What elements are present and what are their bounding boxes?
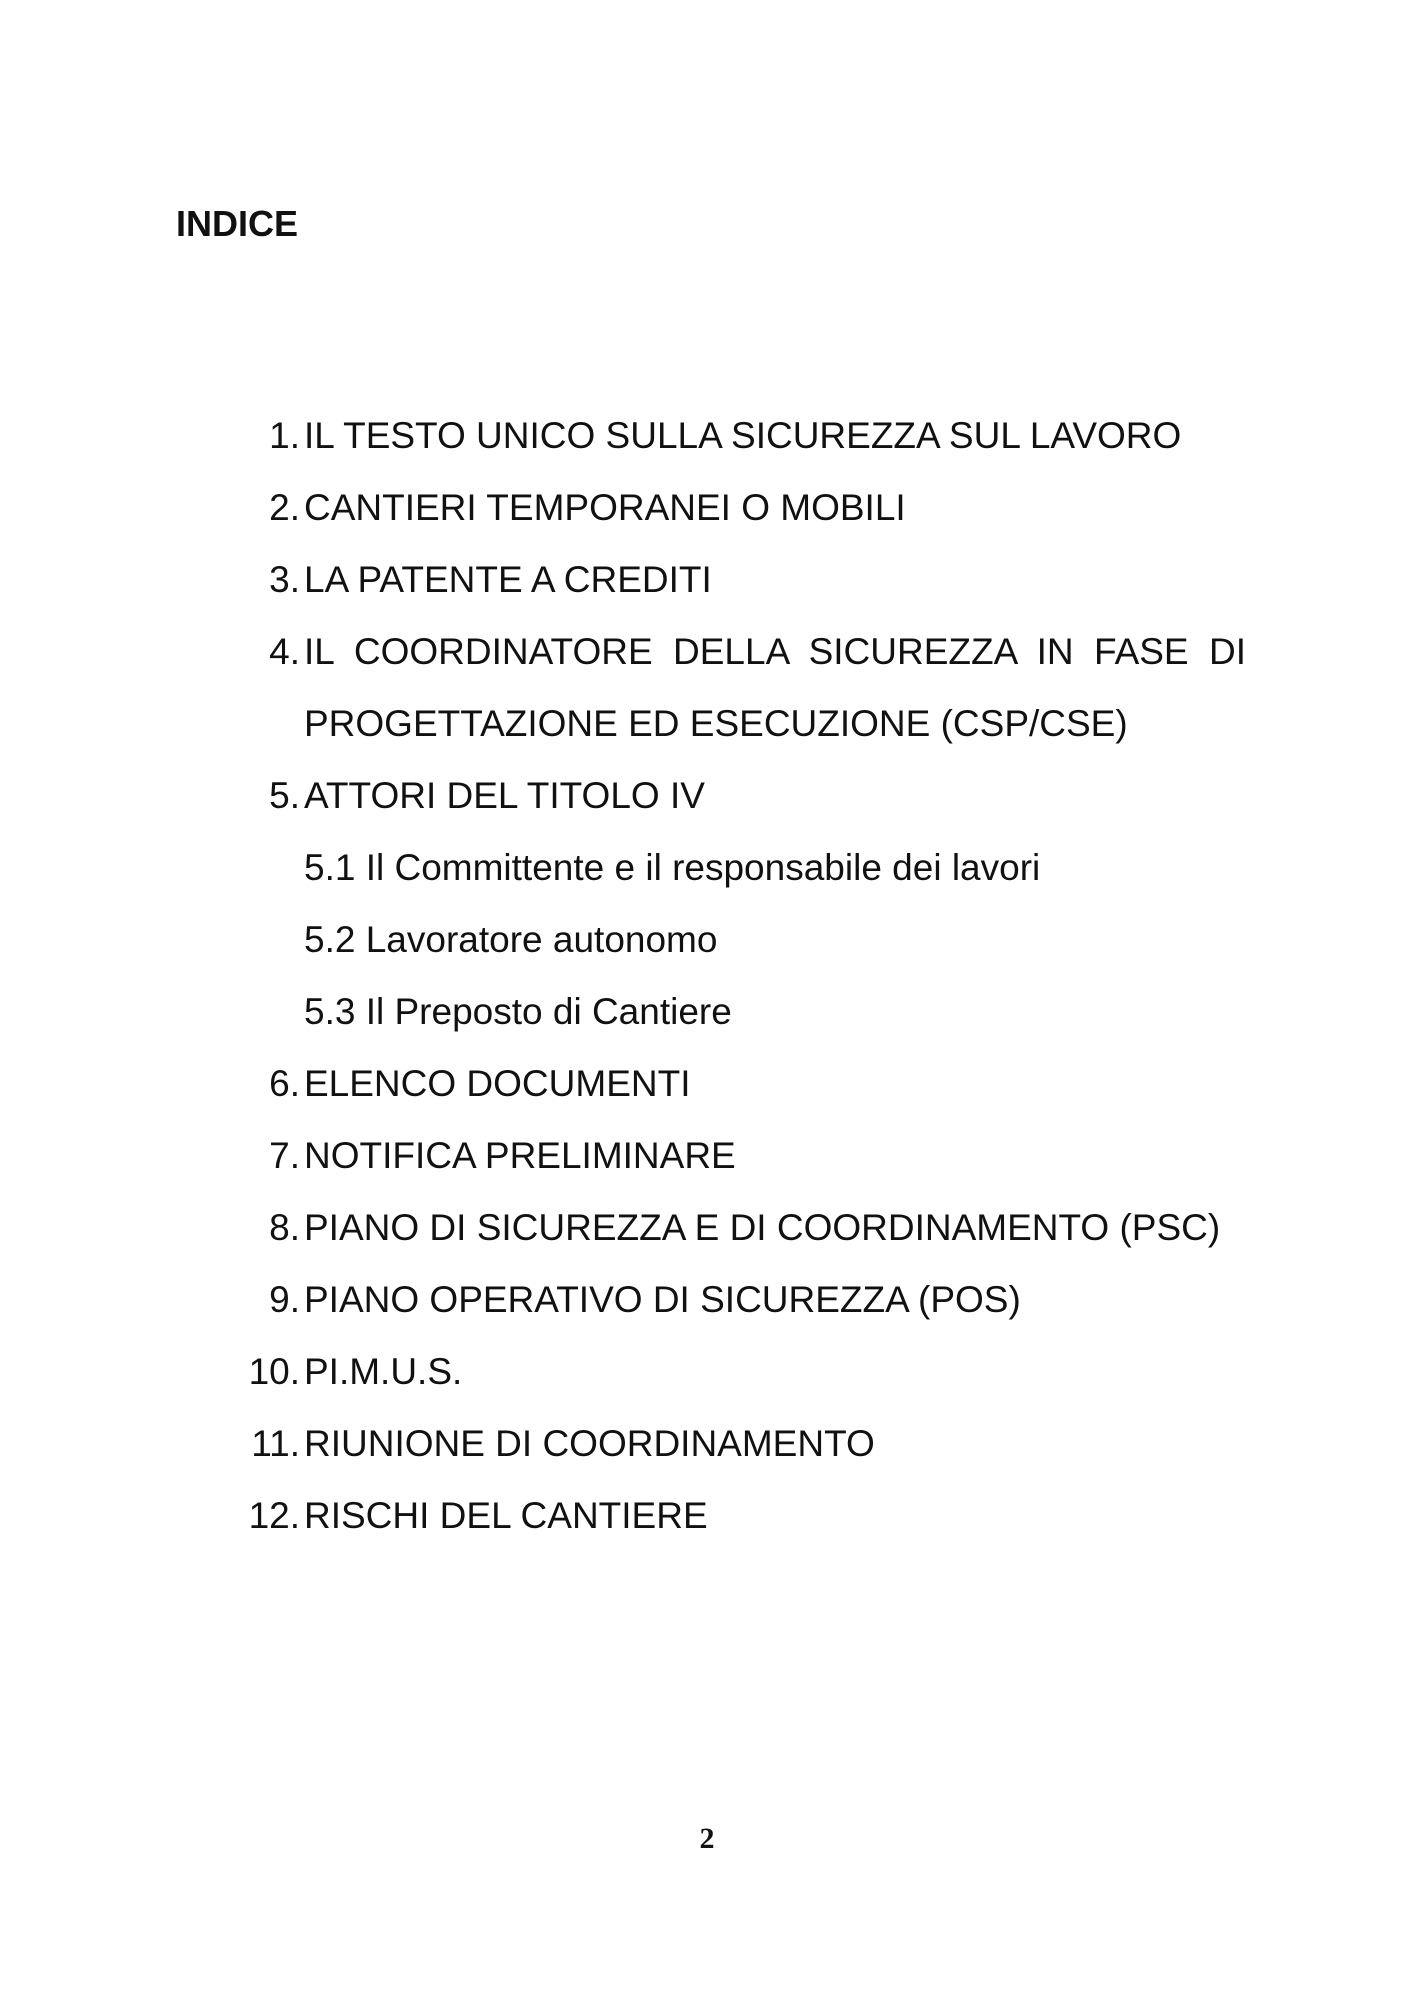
toc-entry-6[interactable]: [206, 1048, 1246, 1120]
toc-subentry-text: 5.3 Il Preposto di Cantiere: [304, 991, 732, 1032]
toc-entry-2[interactable]: [206, 472, 1246, 544]
toc-entry-10[interactable]: [206, 1336, 1246, 1408]
toc-subentry-text: 5.2 Lavoratore autonomo: [304, 919, 718, 960]
toc-entry-number: 3.: [269, 559, 300, 600]
toc-entry-number: 12.: [248, 1495, 300, 1536]
toc-entry-number: 6.: [269, 1063, 300, 1104]
toc-entry-number: 2.: [269, 487, 300, 528]
toc-subentry-5-3[interactable]: [206, 976, 1246, 1048]
toc-entry-7[interactable]: [206, 1120, 1246, 1192]
toc-entry-text: PIANO OPERATIVO DI SICUREZZA (POS): [304, 1279, 1021, 1320]
toc-entry-1[interactable]: [206, 400, 1246, 472]
toc-entry-5[interactable]: [206, 760, 1246, 832]
toc-entry-3[interactable]: [206, 544, 1246, 616]
toc-subentry-5-2[interactable]: [206, 904, 1246, 976]
toc-entry-9[interactable]: [206, 1264, 1246, 1336]
table-of-contents: [206, 400, 1246, 1552]
toc-entry-text: PI.M.U.S.: [304, 1351, 463, 1392]
toc-entry-text: IL TESTO UNICO SULLA SICUREZZA SUL LAVORO: [304, 415, 1182, 456]
toc-entry-text: LA PATENTE A CREDITI: [304, 559, 712, 600]
toc-entry-number: 9.: [269, 1279, 300, 1320]
toc-entry-8[interactable]: [206, 1192, 1246, 1264]
toc-entry-text: RIUNIONE DI COORDINAMENTO: [304, 1423, 875, 1464]
toc-entry-11[interactable]: [206, 1408, 1246, 1480]
toc-entry-12[interactable]: [206, 1480, 1246, 1552]
toc-entry-text: RISCHI DEL CANTIERE: [304, 1495, 708, 1536]
toc-entry-number: 11.: [251, 1423, 300, 1464]
toc-entry-text: NOTIFICA PRELIMINARE: [304, 1135, 736, 1176]
toc-entry-text: CANTIERI TEMPORANEI O MOBILI: [304, 487, 906, 528]
page-number: 2: [699, 1822, 715, 1855]
toc-entry-number: 8.: [269, 1207, 300, 1248]
toc-entry-number: 10.: [248, 1351, 300, 1392]
toc-entry-4[interactable]: [206, 616, 1246, 760]
toc-entry-number: 7.: [269, 1135, 300, 1176]
toc-subentry-5-1[interactable]: [206, 832, 1246, 904]
toc-entry-number: 4.: [269, 631, 300, 672]
toc-entry-number: 5.: [269, 775, 300, 816]
toc-entry-text: IL COORDINATORE DELLA SICUREZZA IN FASE DI PROGETTAZIONE ED ESECUZIONE (CSP/CSE): [304, 631, 1246, 744]
page-title: INDICE: [176, 203, 299, 244]
toc-entry-text: ELENCO DOCUMENTI: [304, 1063, 691, 1104]
toc-entry-number: 1.: [269, 415, 300, 456]
toc-entry-text: PIANO DI SICUREZZA E DI COORDINAMENTO (PSC): [304, 1207, 1221, 1248]
toc-subentry-text: 5.1 Il Committente e il responsabile dei lavori: [304, 847, 1041, 888]
toc-entry-text: ATTORI DEL TITOLO IV: [304, 775, 705, 816]
